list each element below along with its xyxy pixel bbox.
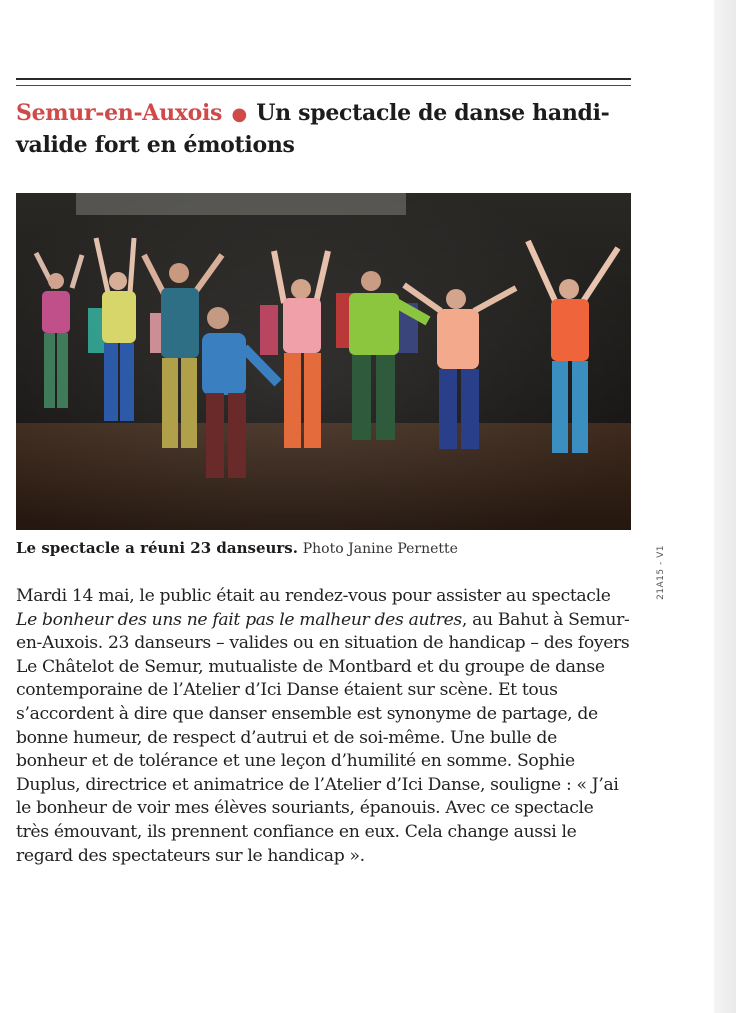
caption-lead: Le spectacle a réuni 23 danseurs. <box>16 539 298 557</box>
show-title-italic: Le bonheur des uns ne fait pas le malheur des autres <box>16 609 462 630</box>
header-rule-thin <box>16 85 631 86</box>
header-rule-thick <box>16 78 631 80</box>
photo-credit: Photo Janine Pernette <box>302 541 458 557</box>
dancers-photo <box>16 193 631 530</box>
article-kicker: Semur-en-Auxois <box>16 100 223 126</box>
body-text-1: Mardi 14 mai, le public était au rendez-vous pour assister au spectacle <box>16 586 611 606</box>
body-text-2: , au Bahut à Semur-en-Auxois. 23 danseurs – valides ou en situation de handicap – des foyers Le Châtelot de Semur, mutualiste de Montbard et du groupe de danse contemporaine de l’Atelier d’Ici Danse étaient sur scène. Et tous s’accordent à dire que danser ensemble est synonyme de partage, de bonne humeur, de respect d’autrui et de soi-même. Une bulle de bonheur et de tolérance et une leçon d’humilité en somme. Sophie Duplus, directrice et animatrice de l’Atelier d’Ici Danse, souligne : « J’ai le bonheur de voir mes élèves souriants, épanouis. Avec ce spectacle très émouvant, ils prennent confiance en eux. Cela change aussi le regard des spectateurs sur le handicap ». <box>16 609 630 866</box>
article-headline <box>16 98 626 161</box>
page-edition-code: 21A15 - V1 <box>656 545 666 600</box>
kicker-bullet: ● <box>231 104 247 125</box>
article-body <box>16 585 631 868</box>
dancers-photo-illustration <box>16 193 631 530</box>
article-title: Un spectacle de danse handi-valide fort en émotions <box>16 100 610 158</box>
photo-caption <box>16 538 631 559</box>
page-edge-shadow <box>714 0 736 1013</box>
